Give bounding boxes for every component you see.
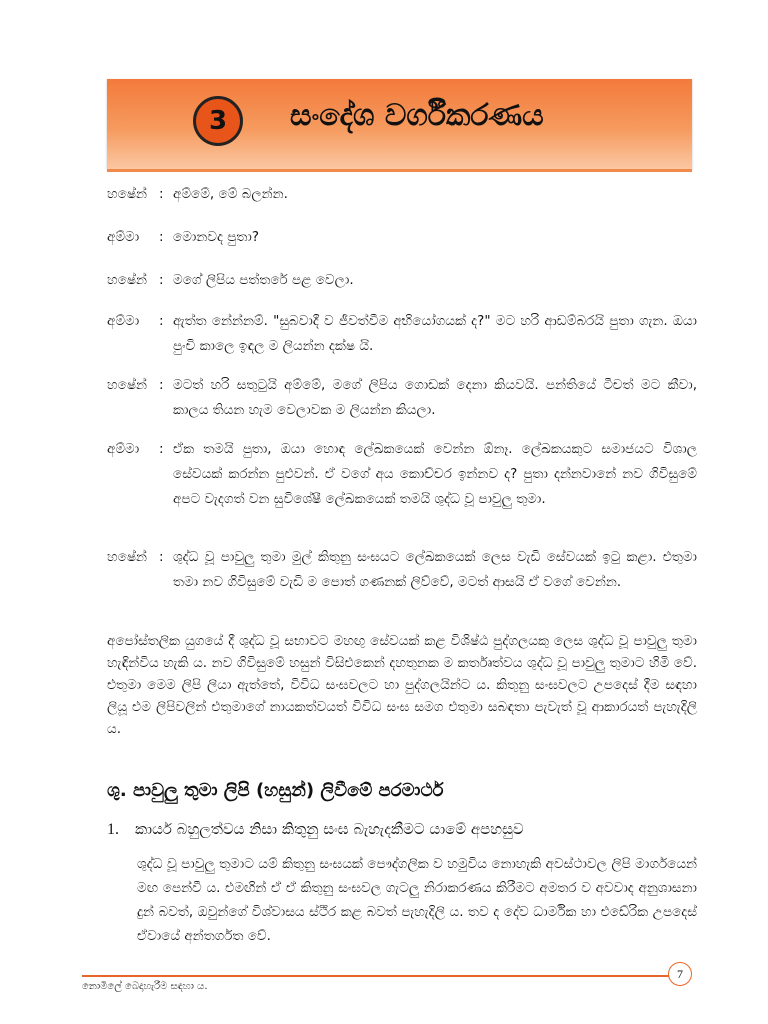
dialogue-colon: : <box>159 441 164 457</box>
page-number: 7 <box>668 962 692 986</box>
dialogue-text: මටත් හරි සතුටුයි අම්මේ, මගේ ලිපිය ගොඩක් දෙනා කියවයි. පන්තියේ ටීචත් මට කීවා, කාලය තියන හැම වෙලාවක ම ලියන්න කියලා. <box>173 377 697 418</box>
dialogue-colon: : <box>159 313 164 329</box>
dialogue-line <box>107 309 697 359</box>
dialogue-speaker: අම්මා <box>107 441 140 457</box>
footer-text: නොමිලේ බෙදාහැරීම සඳහා ය. <box>82 981 208 992</box>
dialogue-line <box>107 373 697 423</box>
dialogue-speaker: හෂේන් <box>107 272 147 288</box>
chapter-number-badge: 3 <box>193 96 243 146</box>
dialogue-text: අම්මේ, මේ බලන්න. <box>173 186 288 202</box>
banner-underline <box>107 169 692 172</box>
dialogue-line <box>107 268 697 293</box>
dialogue-speaker: හෂේන් <box>107 549 147 565</box>
dialogue-text: මොනවද පුතා? <box>173 229 260 245</box>
dialogue-speaker: අම්මා <box>107 229 140 245</box>
dialogue-text: ශුද්ධ වූ පාවුලු තුමා මුල් කිතුනු සංඝයට ලේඛකයෙක් ලෙස වැඩි සේවයක් ඉටු කළා. එතුමා තමා නව ගිවිසුමේ වැඩි ම පොත් ගණනක් ලිව්වේ, මටත් ආසයි ඒ වගේ වෙන්න. <box>173 549 697 590</box>
dialogue-line <box>107 437 697 512</box>
dialogue-colon: : <box>159 186 164 202</box>
chapter-title: සංදේශ වර්ගීකරණය <box>290 98 544 133</box>
dialogue-colon: : <box>159 272 164 288</box>
dialogue-text: මගේ ලිපිය පත්තරේ පළ වෙලා. <box>173 272 354 288</box>
subsection-number: 1. <box>107 821 119 838</box>
dialogue-line <box>107 545 697 595</box>
dialogue-colon: : <box>159 229 164 245</box>
subsection-title: කාර්ය බහුලත්වය නිසා කිතුනු සංඝ බැහැදකීමට යාමේ අපහසුව <box>135 820 524 838</box>
dialogue-speaker: හෂේන් <box>107 377 147 393</box>
section-heading: ශු. පාවුලු තුමා ලිපි (හසුන්) ලිවීමේ පරමාර්ථ <box>107 780 444 801</box>
subsection-paragraph: ශුද්ධ වූ පාවුලු තුමාට යම් කිතුනු සංඝයක් පෞද්ගලික ව හමුවිය නොහැකි අවස්ථාවල ලිපි මාර්ගයෙන් මඟ පෙන්වී ය. එමඟින් ඒ ඒ කිතුනු සංඝවල ගැටලු නිරාකරණය කිරීමට අමතර ව අවවාද අනුශාසනා දුන් බවත්, ඔවුන්ගේ විශ්වාසය ස්ථිර කළ බවත් පැහැදිලි ය. තව ද දේව ධාර්මික හා එඩේරික උපදෙස් ඒවායේ අන්තර්ගත වේ. <box>137 856 697 944</box>
subsection-heading <box>107 820 524 839</box>
dialogue-line <box>107 225 697 250</box>
dialogue-line <box>107 182 697 207</box>
dialogue-speaker: අම්මා <box>107 313 140 329</box>
dialogue-text: ඒක තමයි පුතා, ඔයා හොඳ ලේඛකයෙක් වෙන්න ඕනෑ. ලේඛකයකුට සමාජයට විශාල සේවයක් කරන්න පුළුවන්. ඒ වගේ අය කොච්චර ඉන්නව ද? පුතා දන්නවානේ නව ගිවිසුමේ අපට වැදගත් වන සුවිශේෂී ලේඛකයෙක් තමයි ශුද්ධ වූ පාවුලු තුමා. <box>173 441 697 507</box>
dialogue-colon: : <box>159 377 164 393</box>
dialogue-text: ඇත්ත නේන්නම්. "සුබවාදී ව ජීවත්වීම අභියෝගයක් ද?" මට හරි ආඩම්බරයි පුතා ගැන. ඔයා පුංචි කාලෙ ඉඳල ම ලියන්න දක්ෂ යි. <box>173 313 697 354</box>
dialogue-colon: : <box>159 549 164 565</box>
dialogue-speaker: හෂේන් <box>107 186 147 202</box>
intro-paragraph: අපෝස්තලික යුගයේ දී ශුද්ධ වූ සභාවට මහඟු සේවයක් කළ විශිෂ්ඨ පුද්ගලයකු ලෙස ශුද්ධ වූ පාවුලු තුමා හැඳින්විය හැකි ය. නව ගිවිසුමේ හසුන් විසිඑකෙන් දහතුනක ම කර්තෘත්වය ශුද්ධ වූ පාවුලු තුමාට හිමි වේ. එතුමා මෙම ලිපි ලියා ඇත්තේ, විවිධ සංඝවලට හා පුද්ගලයින්ට ය. කිතුනු සංඝවලට උපදෙස් දීම සඳහා ලියූ එම ලිපිවලින් එතුමාගේ නායකත්වයත් විවිධ සංඝ සමග එතුමා සබඳතා පැවැත් වූ ආකාරයත් පැහැදිලි ය. <box>107 633 697 737</box>
footer-rule <box>82 975 670 977</box>
